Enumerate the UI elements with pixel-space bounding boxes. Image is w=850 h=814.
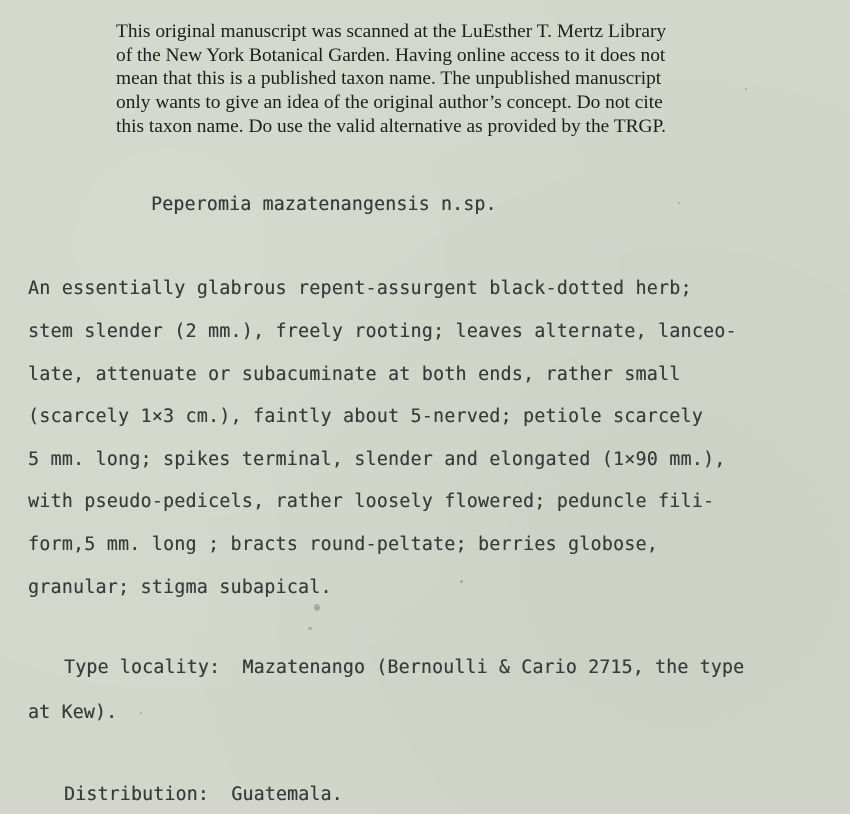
notice-line: of the New York Botanical Garden. Having online access to it does not [116, 44, 666, 66]
description-line: late, attenuate or subacuminate at both ends, rather small [28, 364, 681, 385]
type-locality-text: Mazatenango (Bernoulli & Cario 2715, the type [242, 657, 745, 678]
paper-speck [460, 580, 463, 583]
paper-speck [308, 627, 312, 630]
notice-line: only wants to give an idea of the original author’s concept. Do not cite [116, 92, 663, 114]
notice-line: mean that this is a published taxon name. The unpublished manuscript [116, 68, 662, 90]
description-line: An essentially glabrous repent-assurgent black-dotted herb; [28, 278, 692, 299]
description-line: 5 mm. long; spikes terminal, slender and elongated (1×90 mm.), [28, 449, 726, 470]
paper-speck [678, 202, 680, 204]
species-heading: Peperomia mazatenangensis n.sp. [151, 194, 497, 215]
type-locality [64, 657, 744, 678]
distribution [64, 784, 343, 805]
type-locality-label: Type locality: [64, 657, 221, 678]
type-locality-continued: at Kew). [28, 702, 118, 723]
description-line: stem slender (2 mm.), freely rooting; leaves alternate, lanceo- [28, 321, 737, 342]
description-line: granular; stigma subapical. [28, 577, 332, 598]
paper-speck [745, 88, 747, 90]
description-line: form,5 mm. long ; bracts round-peltate; berries globose, [28, 534, 658, 555]
notice-line: This original manuscript was scanned at the LuEsther T. Mertz Library [116, 21, 667, 42]
distribution-text: Guatemala. [231, 784, 343, 805]
paper-speck [140, 712, 142, 714]
description-line: with pseudo-pedicels, rather loosely flowered; peduncle fili- [28, 491, 715, 512]
notice-line: this taxon name. Do use the valid alternative as provided by the TRGP. [116, 115, 667, 137]
library-notice [116, 20, 756, 139]
description-line: (scarcely 1×3 cm.), faintly about 5-nerved; petiole scarcely [28, 406, 703, 427]
paper-speck [314, 604, 320, 611]
distribution-label: Distribution: [64, 784, 209, 805]
